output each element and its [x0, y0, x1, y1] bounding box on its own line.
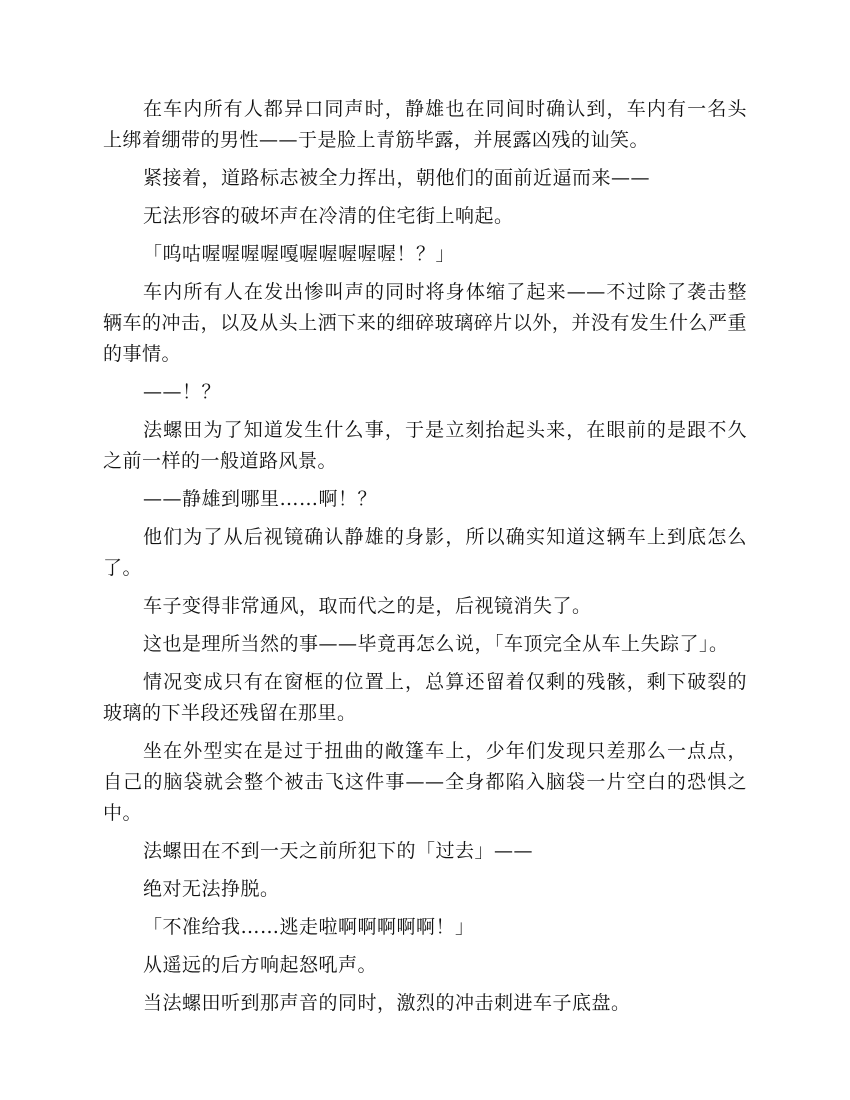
paragraph: 当法螺田听到那声音的同时，激烈的冲击刺进车子底盘。 — [143, 992, 631, 1014]
paragraph: 车子变得非常通风，取而代之的是，后视镜消失了。 — [143, 595, 592, 617]
paragraph: 法螺田在不到一天之前所犯下的「过去」—— — [143, 840, 534, 862]
paragraph: 这也是理所当然的事——毕竟再怎么说，「车顶完全从车上失踪了」。 — [143, 633, 729, 655]
paragraph: 从遥远的后方响起怒吼声。 — [143, 954, 378, 976]
paragraph: 法螺田为了知道发生什么事，于是立刻抬起头来，在眼前的是跟不久之前一样的一般道路风景。 — [103, 419, 747, 472]
paragraph: 情况变成只有在窗框的位置上，总算还留着仅剩的残骸，剩下破裂的玻璃的下半段还残留在那里。 — [103, 671, 747, 724]
paragraph: 车内所有人在发出惨叫声的同时将身体缩了起来——不过除了袭击整辆车的冲击，以及从头上洒下来的细碎玻璃碎片以外，并没有发生什么严重的事情。 — [103, 281, 747, 365]
dialogue-line: 「呜咕喔喔喔喔嘎喔喔喔喔喔！？」 — [143, 243, 456, 265]
dialogue-line: ——！？ — [143, 381, 222, 403]
dialogue-line: 「不准给我……逃走啦啊啊啊啊啊！」 — [143, 916, 475, 938]
paragraph: 他们为了从后视镜确认静雄的身影，所以确实知道这辆车上到底怎么了。 — [103, 526, 747, 579]
paragraph: 紧接着，道路标志被全力挥出，朝他们的面前近逼而来—— — [143, 167, 651, 189]
paragraph: 绝对无法挣脱。 — [143, 878, 280, 900]
paragraph: 坐在外型实在是过于扭曲的敞篷车上，少年们发现只差那么一点点，自己的脑袋就会整个被击飞这件事——全身都陷入脑袋一片空白的恐惧之中。 — [103, 740, 747, 824]
document-page — [103, 94, 747, 1026]
paragraph: 无法形容的破坏声在冷清的住宅街上响起。 — [143, 205, 514, 227]
paragraph: 在车内所有人都异口同声时，静雄也在同间时确认到，车内有一名头上绑着绷带的男性——于是脸上青筋毕露，并展露凶残的讪笑。 — [103, 98, 747, 151]
dialogue-line: ——静雄到哪里……啊！？ — [143, 488, 378, 510]
